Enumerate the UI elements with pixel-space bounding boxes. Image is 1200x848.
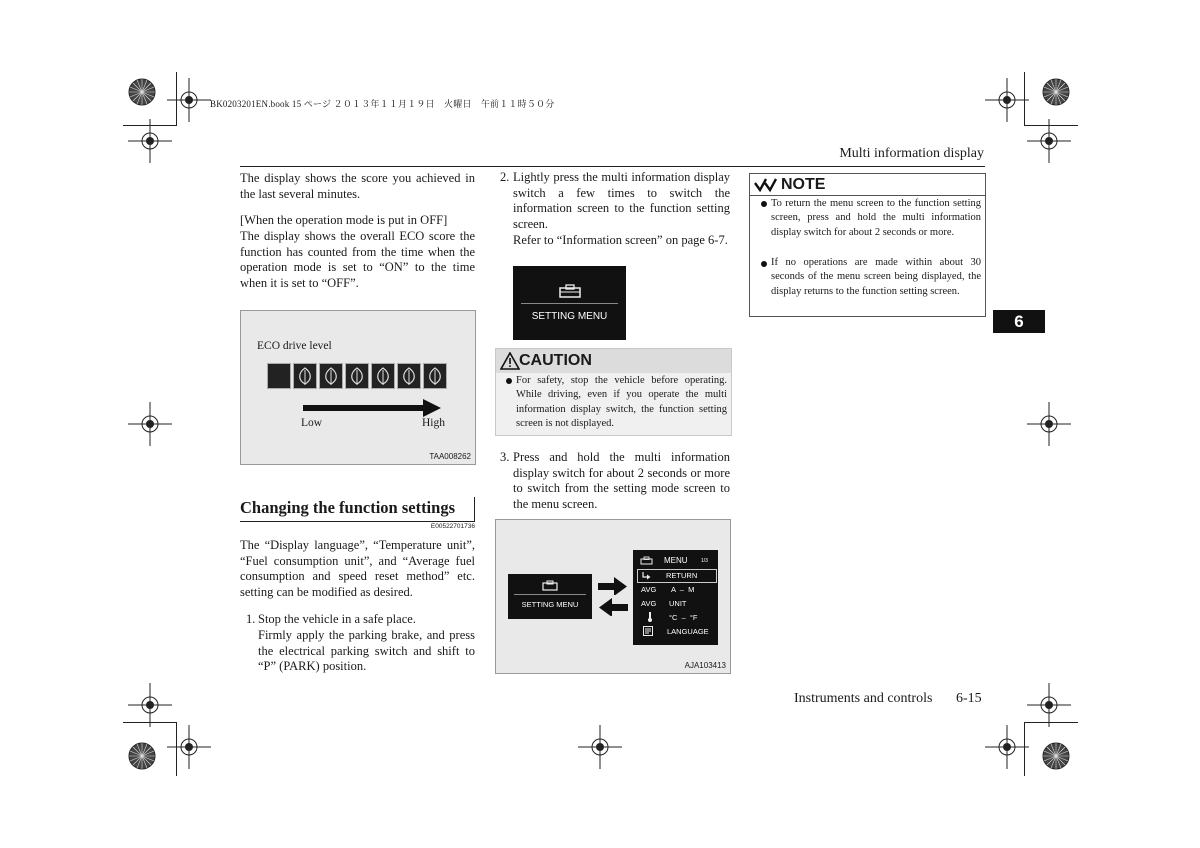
chapter-tab: 6	[993, 310, 1045, 333]
heading-code: E00522701736	[430, 523, 475, 530]
warning-triangle-icon	[500, 352, 520, 370]
header-rule	[240, 166, 985, 167]
note-item-2: If no operations are made within about 30 seconds of the menu screen being displayed, the display returns to the function setting screen.	[771, 257, 981, 297]
print-header: BK0203201EN.book 15 ページ ２０１３年１１月１９日 火曜日 午前１１時５０分	[210, 99, 555, 109]
menu-screen	[633, 550, 718, 645]
menu-transition-figure	[495, 519, 731, 674]
heading-underline	[240, 521, 475, 522]
leaf-icon	[293, 363, 317, 389]
toolbox-icon	[640, 556, 653, 565]
setting-menu-divider	[521, 303, 618, 304]
note-item-1: To return the menu screen to the function setting screen, press and hold the multi information display switch for about 2 seconds or more.	[771, 198, 981, 238]
menu-page: 1/3	[701, 558, 708, 564]
registration-mark-icon	[1043, 79, 1069, 105]
arrow-left-icon	[598, 598, 628, 616]
registration-mark-icon	[128, 402, 172, 446]
return-arrow-icon	[641, 571, 651, 580]
caution-title: CAUTION	[519, 352, 592, 369]
setting-menu-screen	[513, 266, 626, 340]
section-title: Multi information display	[839, 146, 984, 161]
eco-fig-low: Low	[301, 417, 323, 429]
heading-right-rule	[474, 497, 475, 521]
step-3-number: 3.	[500, 450, 510, 464]
section-heading: Changing the function settings	[240, 498, 455, 517]
leaf-icon	[319, 363, 343, 389]
note-bullet-icon	[761, 201, 767, 207]
left-paragraph-2-heading: [When the operation mode is put in OFF]	[240, 213, 448, 227]
fig-setting-menu-divider	[514, 594, 586, 595]
registration-mark-icon	[129, 79, 155, 105]
registration-mark-icon	[578, 725, 622, 769]
left-paragraph-3: The “Display language”, “Temperature unit”, “Fuel consumption unit”, and “Average fuel consumption and speed reset method” etc. setting can be modified as desired.	[240, 538, 475, 599]
caution-bullet-icon	[506, 378, 512, 384]
registration-mark-icon	[1027, 119, 1071, 163]
registration-mark-icon	[985, 78, 1029, 122]
eco-fig-code: TAA008262	[429, 452, 471, 461]
step-3-text: Press and hold the multi information display switch for about 2 seconds or more to switch from the setting mode screen to the menu screen.	[513, 450, 730, 511]
menu-row-1-label: RETURN	[666, 571, 698, 580]
registration-mark-icon	[128, 119, 172, 163]
footer-chapter: Instruments and controls	[794, 691, 933, 706]
toolbox-icon	[542, 580, 558, 591]
registration-mark-icon	[167, 725, 211, 769]
menu-row-5-label: LANGUAGE	[667, 627, 709, 636]
leaf-icon	[423, 363, 447, 389]
step-1-detail: Firmly apply the parking brake, and press the electrical parking switch and shift to “P” (PARK) position.	[258, 628, 475, 674]
registration-mark-icon	[129, 743, 155, 769]
step-2-reference: Refer to “Information screen” on page 6-7.	[513, 233, 728, 247]
step-2-text: Lightly press the multi information display switch a few times to switch the information screen to the function setting screen.	[513, 170, 730, 231]
step-2-number: 2.	[500, 170, 510, 184]
fig-setting-menu-screen	[508, 574, 592, 619]
registration-mark-icon	[1043, 743, 1069, 769]
eco-fig-label: ECO drive level	[257, 340, 332, 352]
setting-menu-label: SETTING MENU	[531, 311, 608, 322]
note-box	[749, 173, 986, 317]
note-bullet-icon	[761, 261, 767, 267]
caution-header	[496, 349, 731, 373]
caution-text: For safety, stop the vehicle before operating. While driving, even if you operate the multi information display switch, the function setting screen is not displayed.	[516, 375, 727, 430]
registration-mark-icon	[1027, 683, 1071, 727]
note-check-icon	[754, 177, 778, 193]
leaf-icon	[397, 363, 421, 389]
menu-row-3-left: AVG	[641, 599, 657, 608]
menu-fig-code: AJA103413	[684, 661, 726, 670]
language-icon	[643, 626, 653, 636]
arrow-right-icon	[598, 577, 628, 595]
menu-row-4-label: °C – °F	[669, 613, 698, 622]
menu-row-2-left: AVG	[641, 585, 657, 594]
eco-fig-high: High	[422, 417, 445, 429]
toolbox-icon	[559, 284, 581, 298]
step-1-number: 1.	[246, 612, 256, 626]
arrow-right-icon	[303, 399, 443, 417]
leaf-icon	[345, 363, 369, 389]
left-paragraph-2: The display shows the overall ECO score the function has counted from the time when the operation mode is set to “ON” to the time when it is set to “OFF”.	[240, 229, 475, 290]
menu-row-2-label: A – M	[671, 585, 695, 594]
footer-page: 6-15	[956, 691, 982, 706]
registration-mark-icon	[1027, 402, 1071, 446]
left-paragraph-1: The display shows the score you achieved in the last several minutes.	[240, 171, 475, 201]
registration-mark-icon	[167, 78, 211, 122]
step-1-text: Stop the vehicle in a safe place.	[258, 612, 416, 626]
note-header	[750, 174, 985, 196]
menu-row-3-label: UNIT	[669, 599, 687, 608]
menu-title: MENU	[664, 556, 688, 565]
eco-level-square-empty	[267, 363, 291, 389]
registration-mark-icon	[128, 683, 172, 727]
note-title: NOTE	[781, 176, 826, 193]
registration-mark-icon	[985, 725, 1029, 769]
leaf-icon	[371, 363, 395, 389]
thermometer-icon	[646, 612, 654, 622]
fig-setting-menu-label: SETTING MENU	[521, 600, 579, 609]
caution-box	[495, 348, 732, 436]
